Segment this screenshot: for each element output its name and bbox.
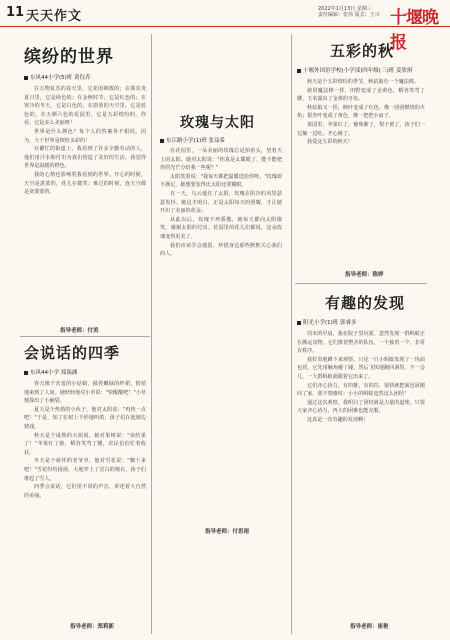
newspaper-logo: 十堰晚报 [390,8,438,53]
article-paragraph: 秋姑娘又一挥，枫叶变成了红色，像一团团燃烧的火焰；银杏叶变成了黄色，像一把把小扇子。 [297,104,425,120]
article-paragraph: 我爱这五彩的秋天！ [307,139,353,146]
article-paragraph: 在万物复苏的春天里，它花团锦簇的；在那炎炎夏日里，它是绿色的；在金秋时节，它是红色的；在寒冷的冬天，它是白色的。在蔚蓝的天空里，它是蓝色的，在五颜六色的花园里，它是五彩缤纷的。你看，它是多么美丽呀！ [24,86,146,127]
article-byline [160,136,225,144]
byline-text: 东风44小学(5)班 黄钰乔 [30,75,91,81]
article-title: 玫瑰与太阳 [180,115,255,131]
article-paragraph: 果园里，苹果红了，葡萄紫了，梨子黄了，孩子们一边摘一边吃，开心极了。 [297,121,425,137]
article-teacher: 指导老师：陈婷 [345,272,384,278]
article-paragraph: 太阳笑着说："我每天都把温暖送给你呀。"玫瑰却不满足，她想要变得比太阳还要耀眼。 [160,173,282,189]
article-byline [297,66,412,74]
article-paragraph: 这真是一次有趣的发现啊！ [307,416,369,423]
section-title: 天天作文 [26,9,83,24]
byline-bullet-icon [297,321,301,325]
article-paragraph: 她用魔法棒一挥，田野变成了金黄色，稻谷笑弯了腰，玉米露出了金黄的牙齿。 [297,87,425,103]
article-paragraph: 夏天是个热情的小伙子，他对太阳说："再热一点吧！"于是，知了在树上不停地叫着，孩子们在池塘边嬉戏。 [24,406,146,430]
article-teacher: 指导老师：郑莉新 [70,624,115,630]
issue-date: 2022年1月13日 星期三 [318,6,372,12]
article-paragraph: 四季会说话，它们用不同的声音，讲述着大自然的美丽。 [24,484,146,499]
byline-bullet-icon [160,139,164,143]
article-title: 五彩的秋 [330,42,395,60]
article-paragraph: 世界是什么颜色？每个人的答案各不相同。因为，大千世界是缤纷多彩的！ [24,128,146,144]
byline-text: 十堰外国语学校(小学部)四年级(三)班 姜欣琪 [303,68,413,74]
article-body [160,147,282,523]
divider [20,336,150,337]
divider [291,34,292,634]
article-teacher: 指导老师：崔艳 [350,624,389,630]
article-teacher: 指导老师：付美 [60,328,99,334]
article-title: 缤纷的世界 [24,47,114,67]
byline-text: 东江路小学(1)班 张益希 [166,138,226,144]
issue-info [318,6,396,18]
article-paragraph: 在繁忙的街道上，我看到了许多辛勤劳动的人，他们用汗水和付出为我们创造了美好的生活，我觉得世界是温暖的橙色。 [24,146,146,170]
article-paragraph: 我们应该学会感恩，珍惜身边那些默默关心我们的人。 [160,242,282,258]
article-byline [24,73,91,81]
article-title: 有趣的发现 [325,294,406,312]
issue-editors: 责任编辑：张伟 版式：王兴 [318,12,380,18]
article-title: 会说话的四季 [24,344,121,362]
divider [151,34,152,634]
article-paragraph: 我的心情也影响着我看到的世界。开心的时候，天空是湛蓝的，花儿在微笑；难过的时候，连天空都是灰蒙蒙的。 [24,171,146,196]
article-paragraph: 周末的早晨，我在院子里玩耍，忽然发现一群蚂蚁正在搬运食物。它们排着整齐的队伍，一个接着一个，非常有秩序。 [297,331,425,355]
article-body [297,78,425,264]
article-body [24,85,146,320]
article-paragraph: 冬天是个慈祥的老爷爷，他对雪花说："飘下来吧！"雪花纷纷扬扬，大地穿上了洁白的棉衣，孩子们堆起了雪人。 [24,458,146,482]
byline-bullet-icon [24,76,28,80]
article-body [297,330,425,618]
byline-text: 阳光小学(1)班 郭睿多 [303,320,357,326]
article-teacher: 指导老师：付思雨 [205,529,250,535]
page-number: 11 [6,5,25,20]
article-paragraph: 有一天，乌云遮住了太阳，玫瑰在阴冷的风里瑟瑟发抖。她这才明白，正是太阳每天的照耀，才让她开出了美丽的花朵。 [160,190,282,215]
article-body [24,380,146,616]
article-paragraph: 秋天是个五彩缤纷的季节，秋姑娘有一个魔法棒。 [307,79,420,85]
article-paragraph: 秋天是个成熟的大姐姐，她对果树说："该结果了！"苹果红了脸，稻谷笑弯了腰，农民伯伯忙着收获。 [24,432,146,456]
divider [295,283,427,284]
byline-bullet-icon [297,69,301,73]
byline-text: 东风44小学 郑瑞涵 [30,370,78,376]
article-byline [297,318,357,326]
article-paragraph: 它们齐心协力，有的推，有的拉，很快就把面包屑搬回了家。我不禁感叹：小小的蚂蚁竟然这么团结！ [297,382,425,398]
article-byline [24,368,77,376]
byline-bullet-icon [24,371,28,375]
article-paragraph: 在花园里，一朵美丽的玫瑰总是抬着头，望着天上的太阳。她对太阳说："你真是太耀眼了，能不能把你的光芒分给我一些呢？" [160,148,282,172]
article-paragraph: 春天像个害羞的小姑娘，披着嫩绿的纱裙，悄悄地来到了人间。她轻轻地对小草说："快醒醒吧！"小草便探出了小脑袋。 [24,381,146,405]
article-paragraph: 从此以后，玫瑰不再骄傲，她每天都向太阳微笑，感谢太阳的付出。花园里的花儿们都说，这朵玫瑰变得更美了。 [160,216,282,240]
article-paragraph: 通过这次观察，我明白了团结就是力量的道理。只要大家齐心协力，再大的困难也能克服。 [297,399,425,415]
article-paragraph: 我好奇地蹲下来观察。只见一只小蚂蚁发现了一块面包屑，它先用触角碰了碰，然后飞快地跑回洞里。不一会儿，一大群蚂蚁就跟着它出来了。 [297,356,425,380]
